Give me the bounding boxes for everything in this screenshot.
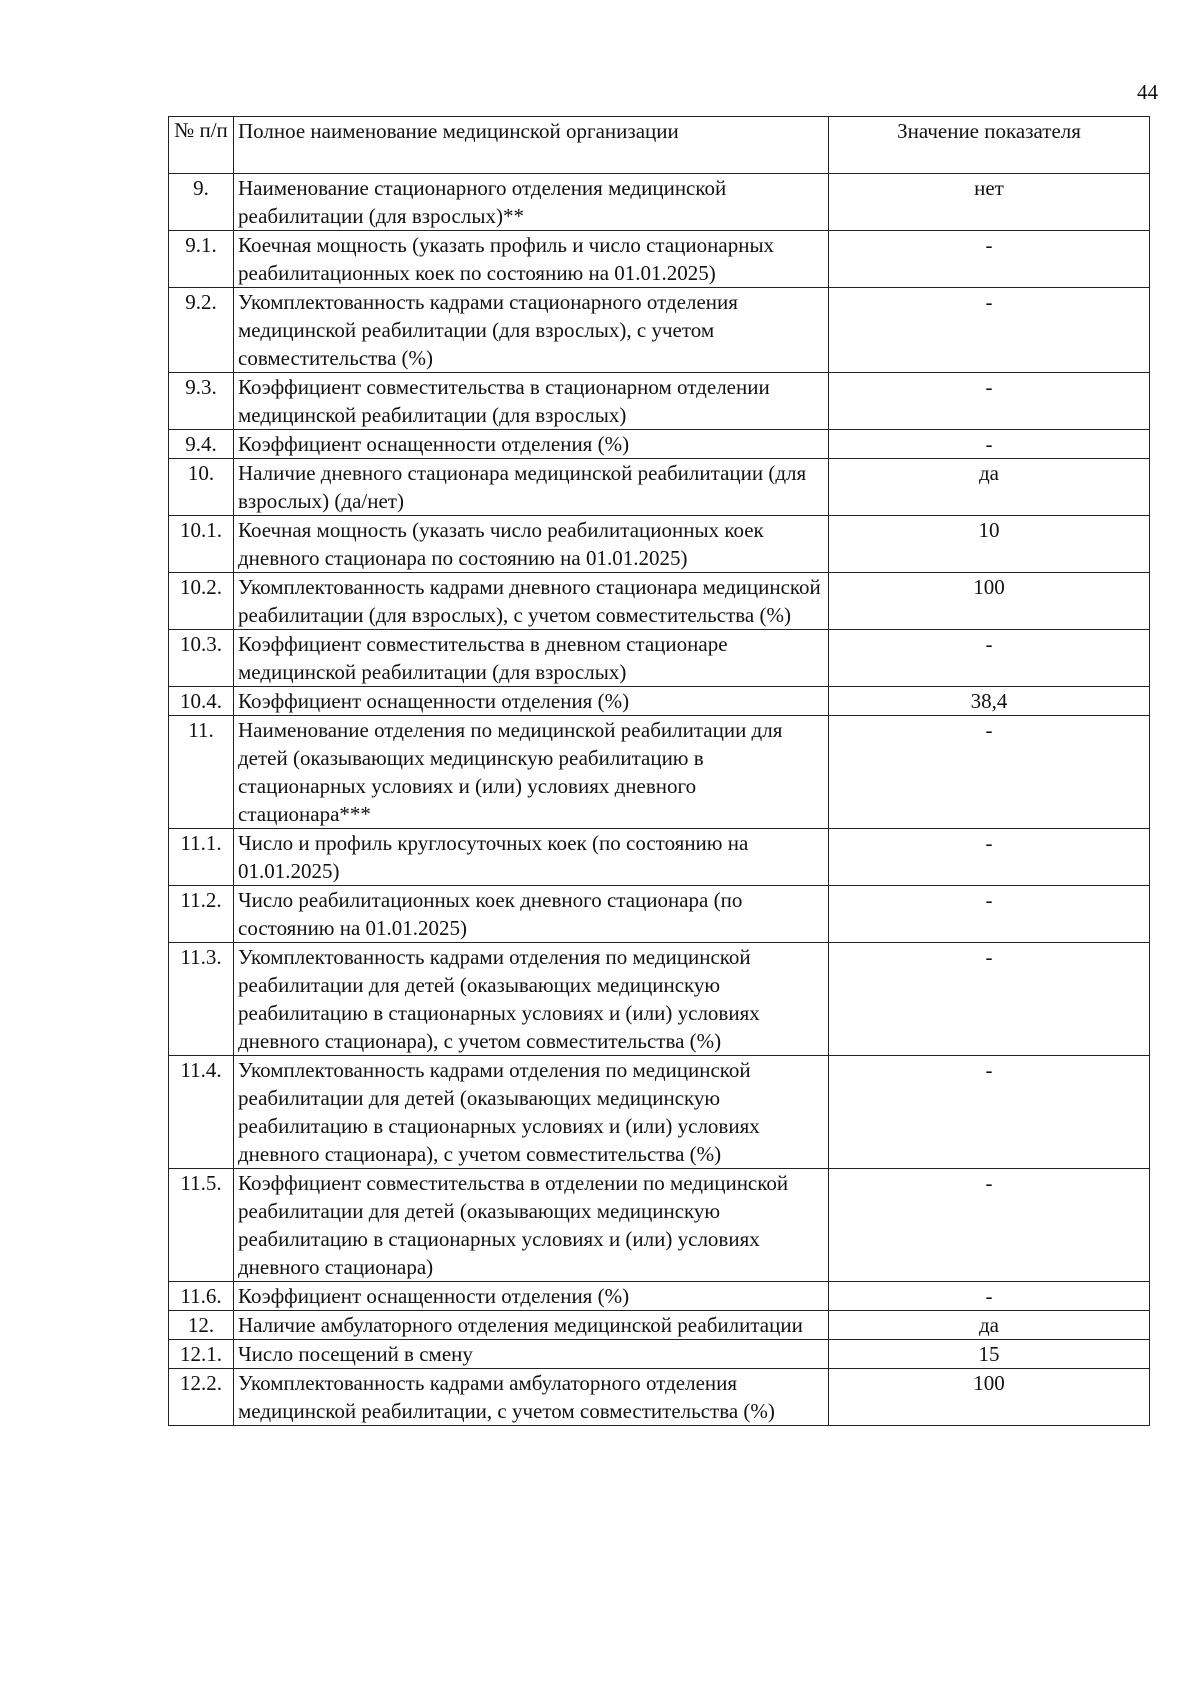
row-name: Коечная мощность (указать число реабилитационных коек дневного стационара по состоянию на 01.01.2025) <box>234 516 829 573</box>
row-name: Наименование отделения по медицинской реабилитации для детей (оказывающих медицинскую реабилитацию в стационарных условиях и (или) условиях дневного стационара*** <box>234 716 829 829</box>
table-row <box>169 829 1150 886</box>
row-num: 9. <box>169 174 234 231</box>
table-row <box>169 231 1150 288</box>
row-name: Коэффициент совместительства в стационарном отделении медицинской реабилитации (для взрослых) <box>234 373 829 430</box>
row-num: 9.1. <box>169 231 234 288</box>
table-row <box>169 573 1150 630</box>
row-num: 10.1. <box>169 516 234 573</box>
row-num: 11.2. <box>169 886 234 943</box>
row-num: 10.2. <box>169 573 234 630</box>
table-row <box>169 174 1150 231</box>
row-value: - <box>829 373 1150 430</box>
row-num: 10. <box>169 459 234 516</box>
page-number: 44 <box>1137 80 1158 104</box>
row-value: нет <box>829 174 1150 231</box>
row-name: Коэффициент оснащенности отделения (%) <box>234 1282 829 1311</box>
row-value: - <box>829 829 1150 886</box>
table-row <box>169 459 1150 516</box>
table-row <box>169 1369 1150 1426</box>
header-value: Значение показателя <box>829 117 1150 174</box>
row-name: Число реабилитационных коек дневного стационара (по состоянию на 01.01.2025) <box>234 886 829 943</box>
row-value: - <box>829 716 1150 829</box>
row-value: - <box>829 288 1150 373</box>
row-value: 38,4 <box>829 687 1150 716</box>
row-value: - <box>829 1169 1150 1282</box>
row-value: 100 <box>829 573 1150 630</box>
row-num: 10.3. <box>169 630 234 687</box>
indicators-table <box>168 116 1150 1426</box>
row-value: - <box>829 430 1150 459</box>
table-row <box>169 716 1150 829</box>
row-num: 12. <box>169 1311 234 1340</box>
row-name: Укомплектованность кадрами отделения по медицинской реабилитации для детей (оказывающих медицинскую реабилитацию в стационарных условиях и (или) условиях дневного стационара), с учетом совместительства (%) <box>234 1056 829 1169</box>
header-row <box>169 117 1150 174</box>
row-value: - <box>829 231 1150 288</box>
table-row <box>169 1056 1150 1169</box>
table-row <box>169 943 1150 1056</box>
table-row <box>169 886 1150 943</box>
row-num: 11. <box>169 716 234 829</box>
row-name: Число и профиль круглосуточных коек (по состоянию на 01.01.2025) <box>234 829 829 886</box>
row-value: - <box>829 886 1150 943</box>
table-row <box>169 373 1150 430</box>
row-name: Укомплектованность кадрами дневного стационара медицинской реабилитации (для взрослых), с учетом совместительства (%) <box>234 573 829 630</box>
header-num: № п/п <box>169 117 234 174</box>
row-num: 9.4. <box>169 430 234 459</box>
row-name: Коэффициент совместительства в дневном стационаре медицинской реабилитации (для взрослых) <box>234 630 829 687</box>
table-row <box>169 687 1150 716</box>
header-name: Полное наименование медицинской организации <box>234 117 829 174</box>
row-name: Укомплектованность кадрами отделения по медицинской реабилитации для детей (оказывающих медицинскую реабилитацию в стационарных условиях и (или) условиях дневного стационара), с учетом совместительства (%) <box>234 943 829 1056</box>
row-num: 11.6. <box>169 1282 234 1311</box>
row-value: - <box>829 943 1150 1056</box>
row-name: Укомплектованность кадрами стационарного отделения медицинской реабилитации (для взрослых), с учетом совместительства (%) <box>234 288 829 373</box>
row-name: Коэффициент оснащенности отделения (%) <box>234 687 829 716</box>
row-num: 9.2. <box>169 288 234 373</box>
row-name: Коечная мощность (указать профиль и число стационарных реабилитационных коек по состоянию на 01.01.2025) <box>234 231 829 288</box>
row-value: да <box>829 1311 1150 1340</box>
row-num: 9.3. <box>169 373 234 430</box>
table-row <box>169 1169 1150 1282</box>
row-value: - <box>829 1282 1150 1311</box>
row-value: - <box>829 1056 1150 1169</box>
row-value: - <box>829 630 1150 687</box>
table-row <box>169 1340 1150 1369</box>
row-name: Наличие амбулаторного отделения медицинской реабилитации <box>234 1311 829 1340</box>
row-name: Наименование стационарного отделения медицинской реабилитации (для взрослых)** <box>234 174 829 231</box>
row-num: 11.3. <box>169 943 234 1056</box>
table-row <box>169 630 1150 687</box>
row-name: Укомплектованность кадрами амбулаторного отделения медицинской реабилитации, с учетом совместительства (%) <box>234 1369 829 1426</box>
table-row <box>169 288 1150 373</box>
row-value: да <box>829 459 1150 516</box>
row-num: 11.5. <box>169 1169 234 1282</box>
table-body <box>169 174 1150 1426</box>
table-row <box>169 1282 1150 1311</box>
row-name: Коэффициент оснащенности отделения (%) <box>234 430 829 459</box>
row-name: Наличие дневного стационара медицинской реабилитации (для взрослых) (да/нет) <box>234 459 829 516</box>
row-value: 100 <box>829 1369 1150 1426</box>
row-value: 15 <box>829 1340 1150 1369</box>
table-row <box>169 1311 1150 1340</box>
table-row <box>169 516 1150 573</box>
row-name: Коэффициент совместительства в отделении по медицинской реабилитации для детей (оказывающих медицинскую реабилитацию в стационарных условиях и (или) условиях дневного стационара) <box>234 1169 829 1282</box>
row-num: 11.1. <box>169 829 234 886</box>
row-name: Число посещений в смену <box>234 1340 829 1369</box>
table-header <box>169 117 1150 174</box>
row-num: 10.4. <box>169 687 234 716</box>
row-num: 12.2. <box>169 1369 234 1426</box>
row-value: 10 <box>829 516 1150 573</box>
row-num: 12.1. <box>169 1340 234 1369</box>
table-row <box>169 430 1150 459</box>
row-num: 11.4. <box>169 1056 234 1169</box>
